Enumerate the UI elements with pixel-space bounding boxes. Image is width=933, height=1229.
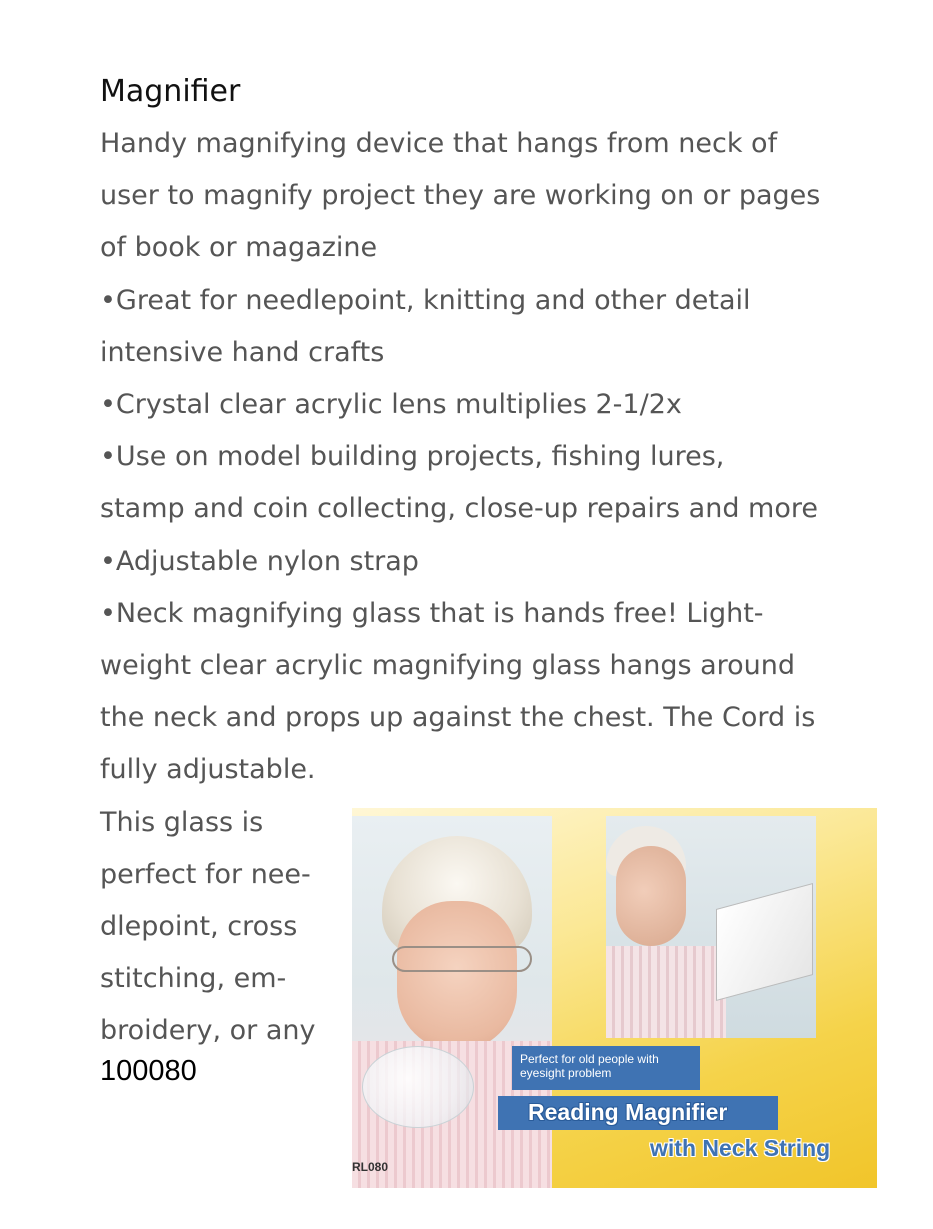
body-line: of book or magazine [100,232,378,263]
bullet-line: •Great for needlepoint, knitting and other detail [100,285,751,316]
body-line: weight clear acrylic magnifying glass hangs around [100,650,796,681]
body-line: broidery, or any [100,1015,316,1046]
product-image [352,808,877,1188]
body-line: dlepoint, cross [100,911,298,942]
document-title: Magnifier [100,74,241,109]
bullet-line: •Crystal clear acrylic lens multiplies 2-1/2x [100,389,682,420]
sweater-shape [606,946,726,1038]
caption-banner [512,1046,700,1090]
bullet-line: •Adjustable nylon strap [100,546,419,577]
body-line: user to magnify project they are working on or pages [100,180,821,211]
face-shape [397,901,517,1051]
body-line: intensive hand crafts [100,337,385,368]
body-line: the neck and props up against the chest. The Cord is [100,702,816,733]
body-line: perfect for nee- [100,859,311,890]
eyeglasses-icon [392,946,532,972]
product-subtitle: with Neck String [650,1135,831,1161]
head-shape [616,846,686,946]
caption-line: Perfect for old people with [520,1052,659,1066]
body-line: stamp and coin collecting, close-up repairs and more [100,493,818,524]
product-title: Reading Magnifier [528,1099,728,1125]
body-line: This glass is [100,807,264,838]
bullet-line: •Use on model building projects, fishing lures, [100,441,725,472]
woman-reading-photo [606,816,816,1038]
sku-number: 100080 [100,1055,197,1087]
model-code: RL080 [352,1160,389,1174]
body-line: Handy magnifying device that hangs from neck of [100,128,778,159]
woman-with-magnifier-photo [352,816,552,1188]
book-icon [716,883,813,1001]
body-line: fully adjustable. [100,754,316,785]
caption-line: eyesight problem [520,1066,612,1080]
bullet-line: •Neck magnifying glass that is hands free! Light- [100,598,764,629]
body-line: stitching, em- [100,963,287,994]
magnifier-lens-icon [362,1046,474,1128]
